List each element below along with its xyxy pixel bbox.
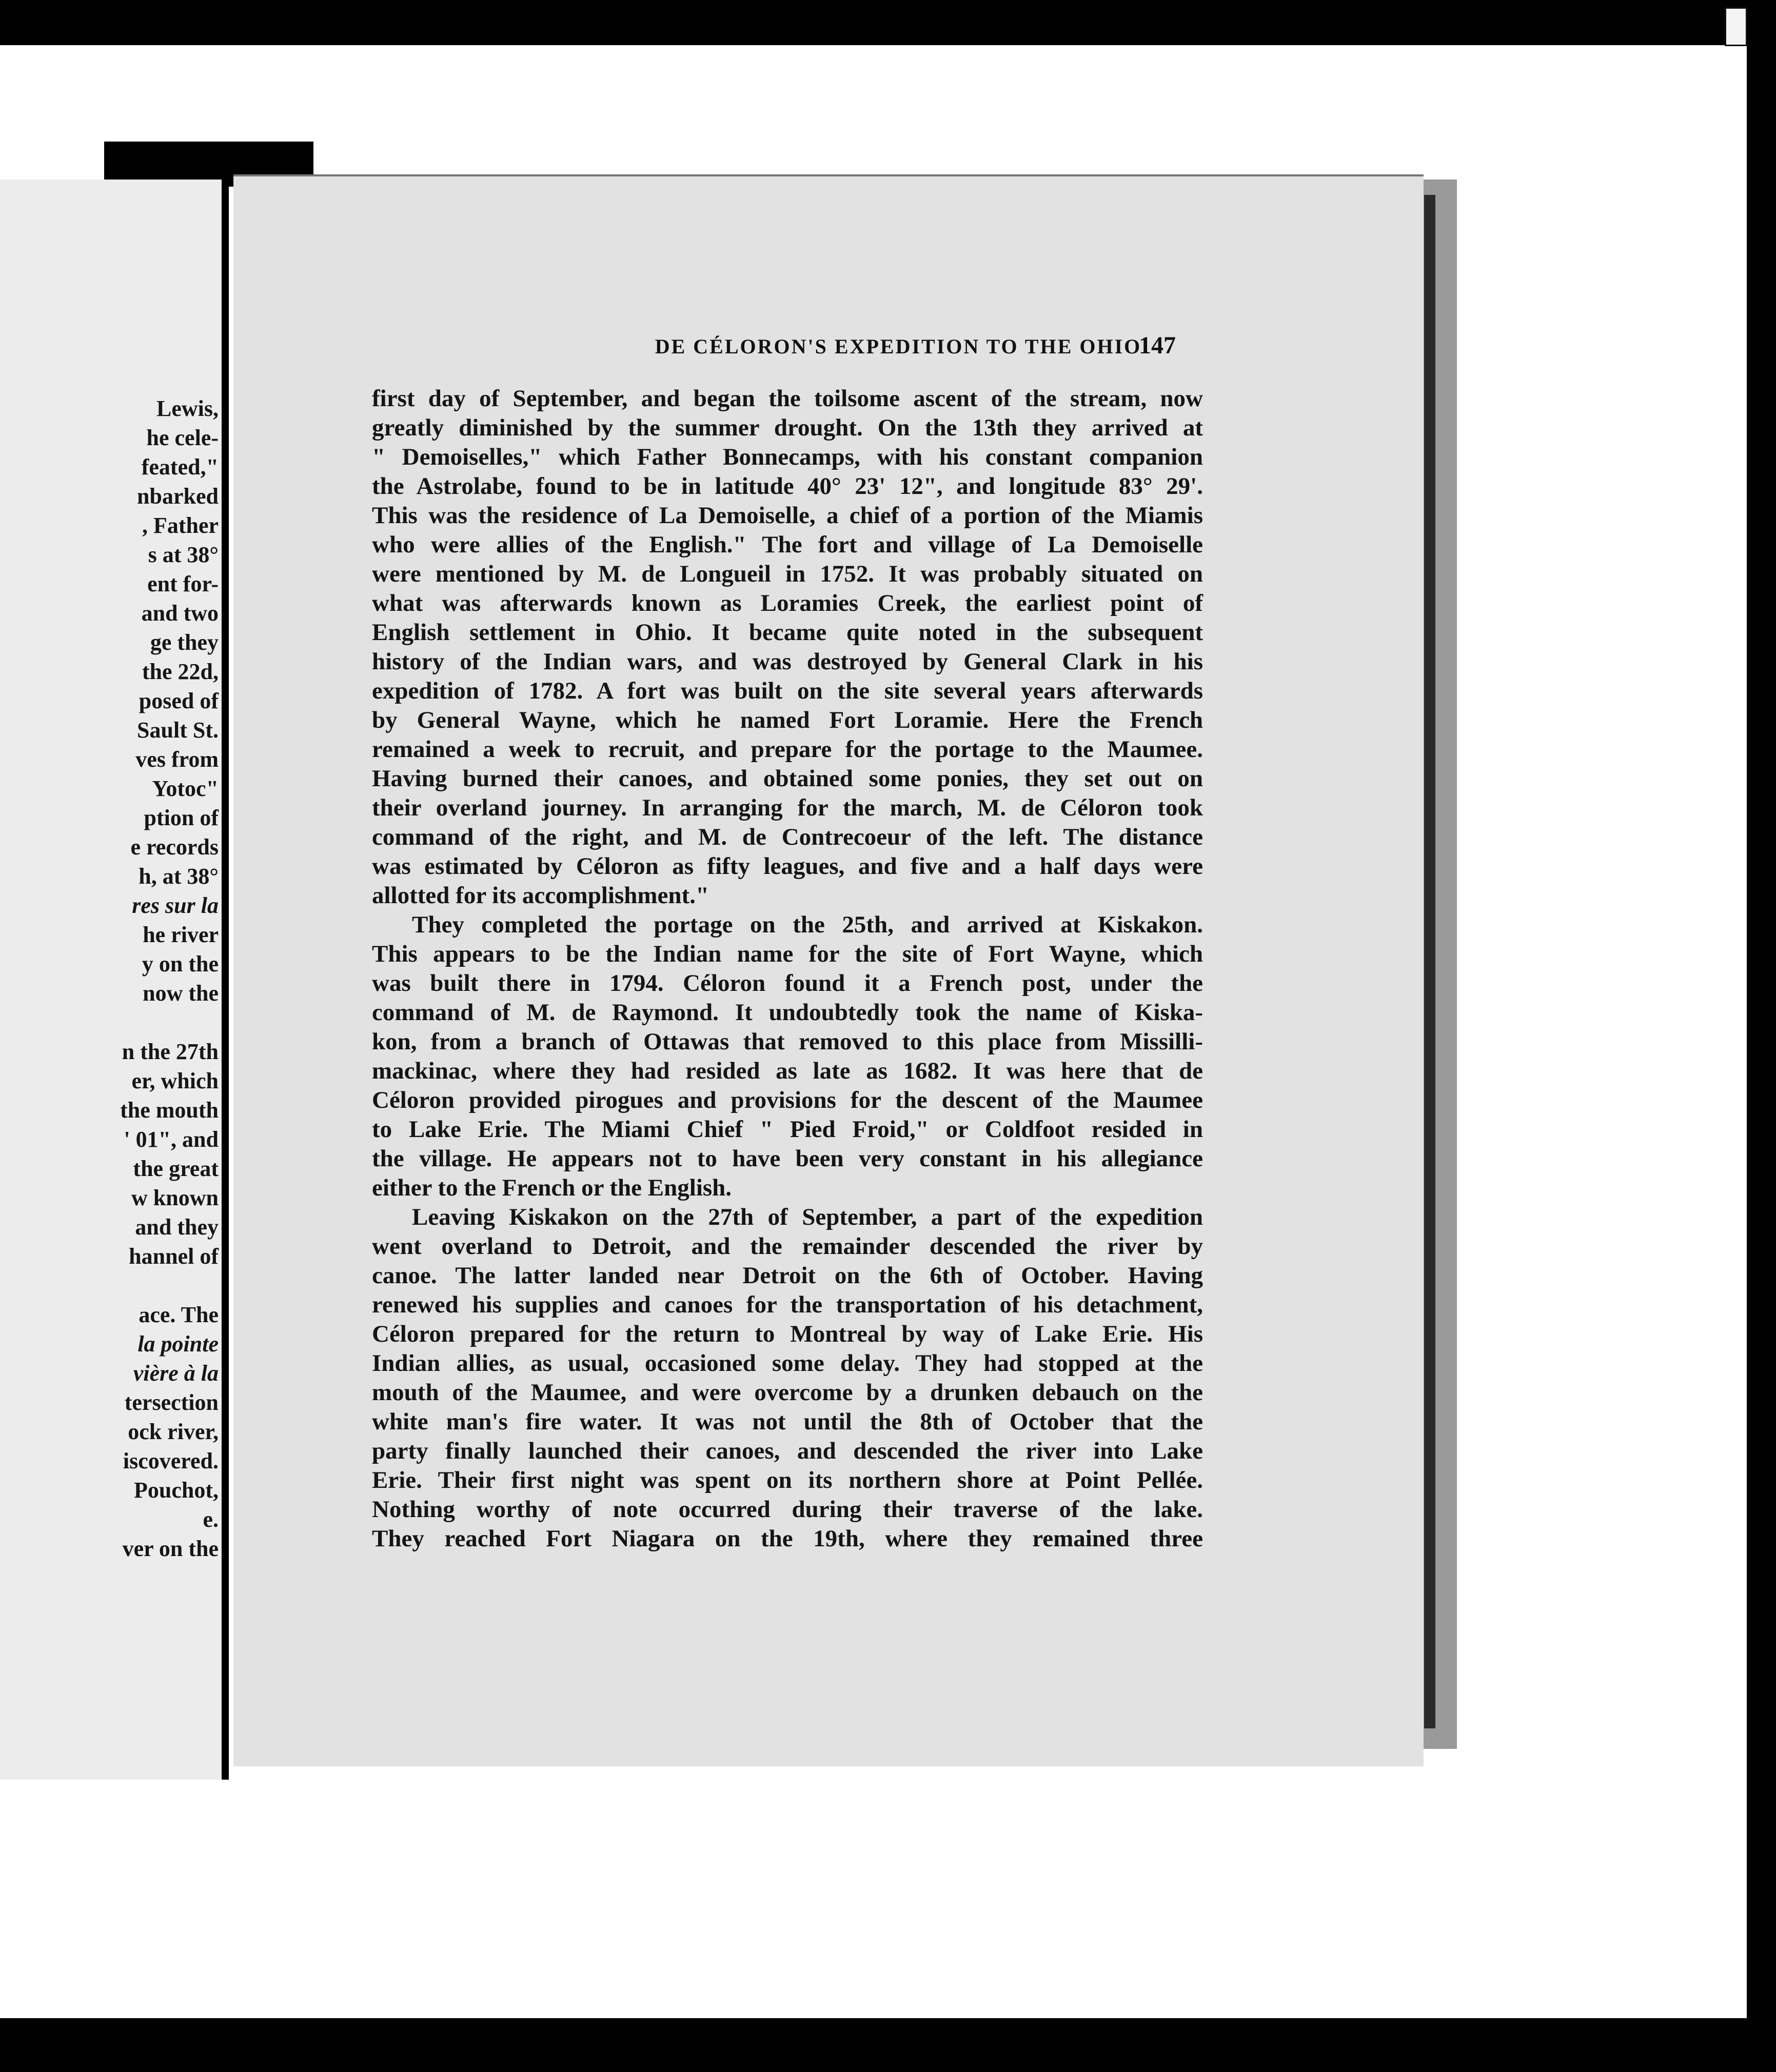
text-line: the village. He appears not to have been very constant in his allegiance [372,1145,1203,1172]
text-line: This appears to be the Indian name for the site of Fort Wayne, which [372,941,1203,967]
left-page-line: n the 27th [122,1039,219,1064]
left-page-line: Yotoc" [152,776,219,801]
left-page-line: the mouth [120,1098,219,1123]
left-page-line: ' 01", and [124,1127,219,1152]
left-page-line: ption of [144,805,219,830]
text-line: remained a week to recruit, and prepare for the portage to the Maumee. [372,736,1203,763]
text-line: greatly diminished by the summer drought. On the 13th they arrived at [372,414,1203,441]
left-page-line: , Father [142,513,219,538]
text-line: who were allies of the English." The fort and village of La Demoiselle [372,531,1203,558]
text-line: white man's fire water. It was not until the 8th of October that the [372,1408,1203,1435]
text-line: went overland to Detroit, and the remainder descended the river by [372,1233,1203,1260]
page-edge-dark [1424,195,1435,1728]
left-page-line: vière à la [133,1361,219,1386]
left-page [0,180,222,1780]
text-line: canoe. The latter landed near Detroit on the 6th of October. Having [372,1262,1203,1289]
text-line: allotted for its accomplishment." [372,882,709,909]
text-line: was built there in 1794. Céloron found it a French post, under the [372,970,1203,997]
scan-border-top [0,0,1776,45]
text-line: to Lake Erie. The Miami Chief " Pied Froid," or Coldfoot resided in [372,1116,1203,1143]
right-page [233,174,1424,1766]
body-text [372,384,1203,1553]
left-page-line: e. [203,1507,219,1532]
left-page-line: h, at 38° [139,864,219,889]
left-page-line: the great [133,1156,219,1181]
left-page-line: and they [135,1214,219,1240]
left-page-line: the 22d, [142,659,219,684]
text-line: renewed his supplies and canoes for the transportation of his detachment, [372,1291,1203,1318]
left-page-line: and two [141,601,219,626]
running-head: DE CÉLORON'S EXPEDITION TO THE OHIO [655,335,1142,358]
text-line: the Astrolabe, found to be in latitude 40° 23' 12", and longitude 83° 29'. [372,473,1203,500]
left-page-line: Pouchot, [134,1478,219,1503]
left-page-line: now the [143,981,219,1006]
text-line: They reached Fort Niagara on the 19th, where they remained three [372,1525,1203,1552]
left-page-line: he river [143,922,219,947]
left-page-line: la pointe [137,1331,219,1357]
text-line: what was afterwards known as Loramies Creek, the earliest point of [372,590,1203,616]
text-line: Erie. Their first night was spent on its northern shore at Point Pellée. [372,1467,1203,1493]
left-page-line: ent for- [147,571,219,596]
text-line: expedition of 1782. A fort was built on the site several years afterwards [372,678,1203,704]
book-gutter [222,180,229,1780]
text-line: Indian allies, as usual, occasioned some delay. They had stopped at the [372,1350,1203,1377]
left-page-line: tersection [124,1390,219,1415]
text-line: Having burned their canoes, and obtained some ponies, they set out on [372,765,1203,792]
left-page-line: ock river, [128,1419,219,1444]
left-page-line: ver on the [122,1536,219,1561]
scan-border-bottom [0,2018,1776,2072]
left-page-line: res sur la [132,893,219,918]
left-page-line: he cele- [146,425,219,450]
text-line: They completed the portage on the 25th, and arrived at Kiskakon. [412,911,1203,938]
text-line: This was the residence of La Demoiselle, a chief of a portion of the Miamis [372,502,1203,529]
text-line: first day of September, and began the toilsome ascent of the stream, now [372,385,1203,412]
left-page-line: nbarked [137,484,219,509]
text-line: Nothing worthy of note occurred during their traverse of the lake. [372,1496,1203,1523]
text-line: Céloron prepared for the return to Montreal by way of Lake Erie. His [372,1321,1203,1347]
text-line: command of the right, and M. de Contrecoeur of the left. The distance [372,824,1203,850]
scan-border-right [1747,0,1776,2072]
text-line: Céloron provided pirogues and provisions for the descent of the Maumee [372,1087,1203,1113]
text-line: were mentioned by M. de Longueil in 1752. It was probably situated on [372,561,1203,587]
left-page-line: ves from [135,747,219,772]
text-line: kon, from a branch of Ottawas that removed to this place from Missilli- [372,1028,1203,1055]
left-page-line: e records [130,834,219,860]
left-page-line: y on the [142,951,219,977]
text-line: either to the French or the English. [372,1174,732,1201]
text-line: " Demoiselles," which Father Bonnecamps, with his constant companion [372,444,1203,470]
text-line: Leaving Kiskakon on the 27th of September, a part of the expedition [412,1204,1203,1230]
page-number: 147 [1139,332,1176,359]
text-line: mackinac, where they had resided as late as 1682. It was here that de [372,1058,1203,1084]
text-line: English settlement in Ohio. It became quite noted in the subsequent [372,619,1203,646]
text-line: by General Wayne, which he named Fort Loramie. Here the French [372,707,1203,733]
left-page-line: ge they [150,630,219,655]
left-page-line: iscovered. [123,1448,219,1473]
left-page-line: Sault St. [137,718,219,743]
left-page-line: posed of [139,688,219,713]
text-line: command of M. de Raymond. It undoubtedly took the name of Kiska- [372,999,1203,1026]
left-page-line: feated," [141,454,219,480]
text-line: mouth of the Maumee, and were overcome by a drunken debauch on the [372,1379,1203,1406]
corner-stamp-icon [1725,7,1747,46]
left-page-line: s at 38° [148,542,219,567]
text-line: their overland journey. In arranging for the march, M. de Céloron took [372,794,1203,821]
left-page-line: hannel of [129,1244,219,1269]
left-page-line: er, which [131,1068,219,1093]
left-page-line: Lewis, [156,396,219,421]
text-line: party finally launched their canoes, and descended the river into Lake [372,1438,1203,1464]
text-line: was estimated by Céloron as fifty leagues, and five and a half days were [372,853,1203,880]
left-page-line: ace. The [139,1302,219,1327]
text-line: history of the Indian wars, and was destroyed by General Clark in his [372,648,1203,675]
left-page-line: w known [131,1185,219,1210]
